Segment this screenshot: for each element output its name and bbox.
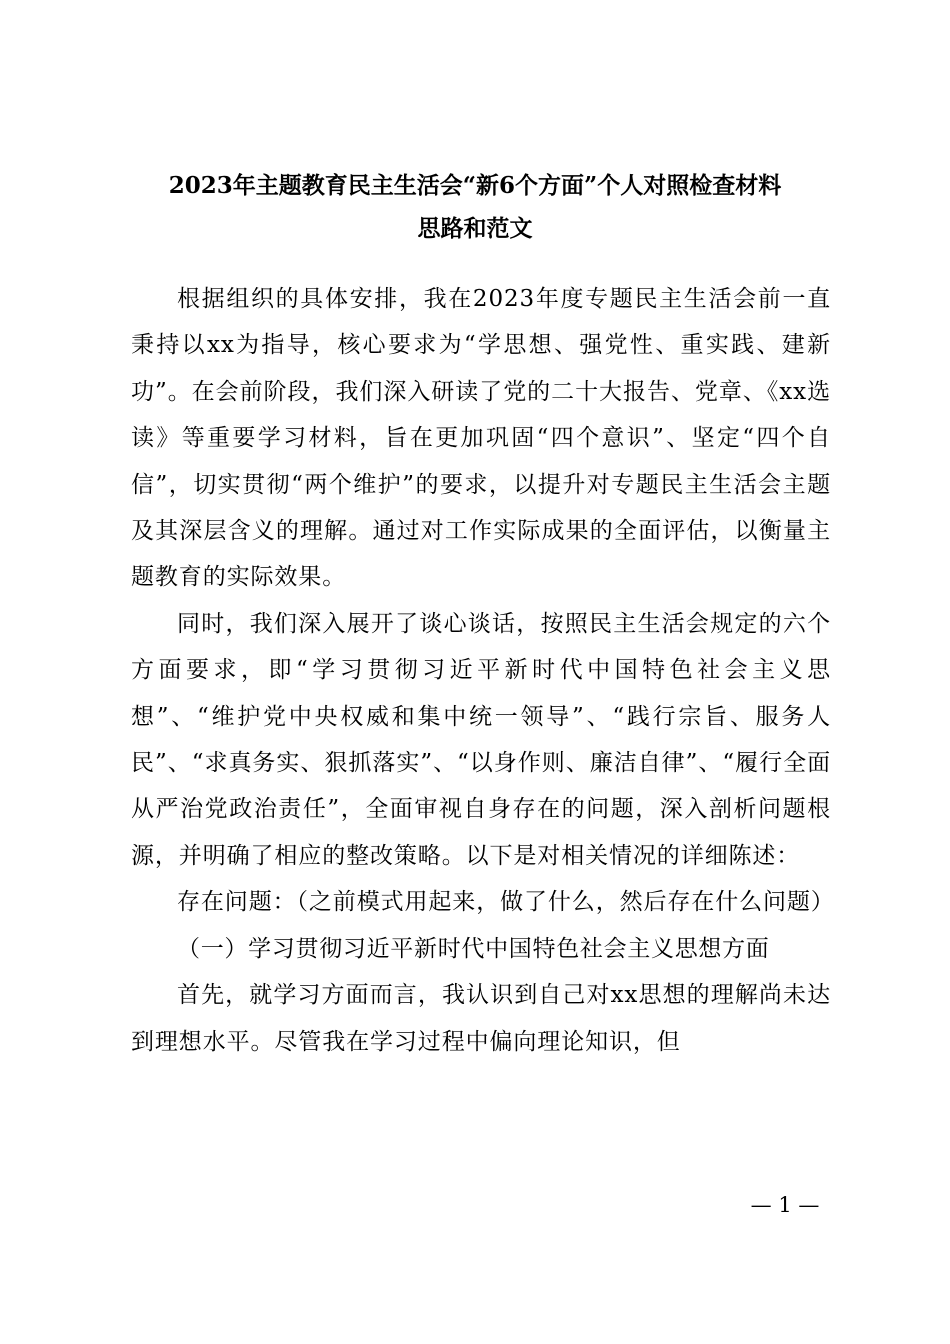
paragraph-section-1: 首先，就学习方面而言，我认识到自己对xx思想的理解尚未达到理想水平。尽管我在学习过程中偏向理论知识，但 — [131, 982, 831, 1055]
paragraph-intro: 根据组织的具体安排，我在2023年度专题民主生活会前一直秉持以xx为指导，核心要求为“学思想、强党性、重实践、建新功”。在会前阶段，我们深入研读了党的二十大报告、党章、《xx选读》等重要学习材料，旨在更加巩固“四个意识”、坚定“四个自信”，切实贯彻“两个维护”的要求，以提升对专题民主生活会主题及其深层含义的理解。通过对工作实际成果的全面评估，以衡量主题教育的实际效果。 — [131, 286, 831, 591]
page-number: — 1 — — [750, 1193, 820, 1217]
document-title-line-1: 2023年主题教育民主生活会“新6个方面”个人对照检查材料 — [168, 172, 782, 199]
paragraph-problems: 存在问题：（之前模式用起来，做了什么，然后存在什么问题） — [177, 889, 835, 916]
document-body — [131, 276, 835, 1065]
document-title-line-2: 思路和范文 — [417, 215, 533, 242]
section-heading: （一）学习贯彻习近平新时代中国特色社会主义思想方面 — [177, 935, 770, 962]
paragraph-talks: 同时，我们深入展开了谈心谈话，按照民主生活会规定的六个方面要求，即“学习贯彻习近平新时代中国特色社会主义思想”、“维护党中央权威和集中统一领导”、“践行宗旨、服务人民”、“求真务实、狠抓落实”、“以身作则、廉洁自律”、“履行全面从严治党政治责任”，全面审视自身存在的问题，深入剖析问题根源，并明确了相应的整改策略。以下是对相关情况的详细陈述： — [131, 610, 831, 869]
